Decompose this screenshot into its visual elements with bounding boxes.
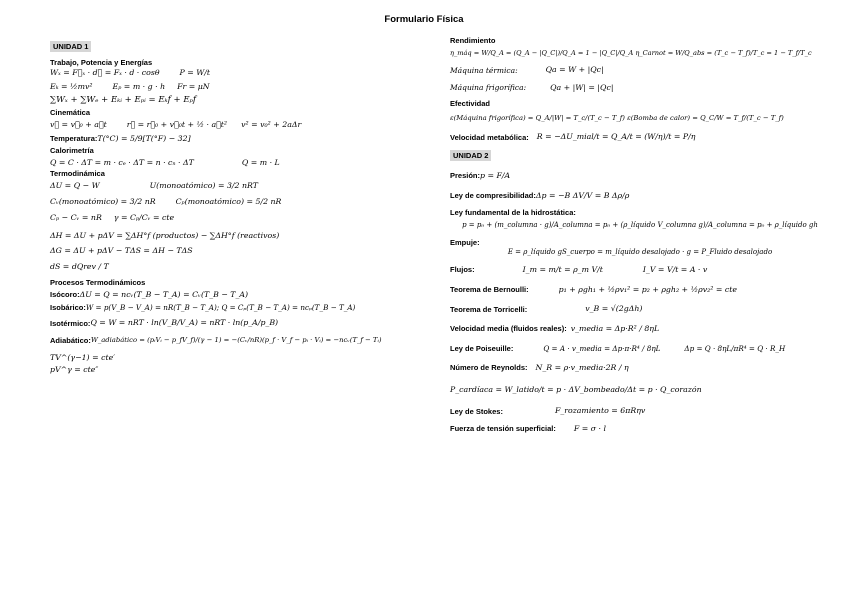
potencia-cardiaca-formula: P_cardíaca = W_latido/t = p · ΔV_bombeado/Δt = p · Q_corazón bbox=[450, 384, 702, 394]
formula-termo-2 bbox=[50, 197, 430, 207]
temperature-row bbox=[50, 134, 430, 144]
heading-cinematica: Cinemática bbox=[50, 108, 91, 118]
formula-pv: pV^γ = cte″ bbox=[50, 364, 99, 374]
unit-1-heading: UNIDAD 1 bbox=[50, 41, 91, 52]
formula-cv: Cᵥ(monoatómico) = 3/2 nR bbox=[50, 197, 156, 207]
page-title: Formulario Física bbox=[384, 14, 464, 25]
maquina-termica-formula: Qa = W + |Qc| bbox=[545, 65, 604, 75]
maquina-frigorifica-formula: Qa + |W| = |Qc| bbox=[550, 82, 614, 92]
formula-enthalpy: ΔH = ΔU + pΔV = ∑ΔH°f (productos) − ∑ΔH°f (reactivos) bbox=[50, 230, 280, 240]
empuje-label: Empuje: bbox=[450, 238, 480, 248]
formula-kinetic: Eₖ = ½mv² bbox=[50, 81, 93, 91]
flujos-formula-volume: I_V = V/t = A · v bbox=[642, 264, 708, 274]
heading-termodinamica: Termodinámica bbox=[50, 169, 105, 179]
heading-procesos: Procesos Termodinámicos bbox=[50, 277, 146, 287]
poiseuille-label: Ley de Poiseuille: bbox=[450, 343, 514, 353]
tension-superficial-row bbox=[450, 424, 830, 434]
bernoulli-row bbox=[450, 285, 830, 295]
flujos-formula-mass: I_m = m/t = ρ_m V/t bbox=[522, 264, 603, 274]
isobarico-row bbox=[50, 303, 430, 312]
presion-label: Presión: bbox=[450, 171, 481, 181]
unit-2-heading: UNIDAD 2 bbox=[450, 150, 491, 161]
formula-cinematica bbox=[50, 120, 430, 130]
bernoulli-label: Teorema de Bernoulli: bbox=[450, 284, 529, 294]
adiabatico-label: Adiabático: bbox=[50, 336, 91, 346]
velocidad-media-formula: v_media = Δp·R² / 8ηL bbox=[570, 324, 660, 334]
velocidad-metabolica-formula: R = −ΔU_mial/t = Q_A/t = (W/η)/t = P/η bbox=[536, 132, 696, 142]
formula-gibbs: ΔG = ΔU + pΔV − TΔS = ΔH − TΔS bbox=[50, 246, 193, 256]
presion-row bbox=[450, 171, 830, 181]
maquina-termica-label: Máquina térmica: bbox=[450, 65, 518, 75]
right-column bbox=[450, 36, 830, 434]
formula-entropy: dS = dQrev / T bbox=[50, 261, 109, 271]
reynolds-label: Número de Reynolds: bbox=[450, 363, 528, 373]
formula-potential: Eₚ = m · g · h bbox=[112, 81, 166, 91]
formula-cp: Cₚ(monoatómico) = 5/2 nR bbox=[175, 197, 282, 207]
flujos-row bbox=[450, 265, 830, 275]
formula-first-law: ΔU = Q − W bbox=[50, 181, 100, 191]
maquina-frigorifica-label: Máquina frigorífica: bbox=[450, 83, 527, 93]
formula-heat: Q = C · ΔT = m · cₑ · ΔT = n · cₙ · ΔT bbox=[50, 157, 194, 167]
isocoro-formula: ΔU = Q = ncᵥ(T_B − T_A) = Cᵥ(T_B − T_A) bbox=[79, 289, 249, 299]
formula-termo-3 bbox=[50, 213, 430, 223]
formula-mayer: Cₚ − Cᵥ = nR bbox=[50, 212, 102, 222]
bernoulli-formula: p₁ + ρgh₁ + ½ρv₁² = p₂ + ρgh₂ + ½ρv₂² = cte bbox=[558, 284, 737, 294]
formula-gamma: γ = Cₚ/Cᵥ = cte bbox=[113, 212, 175, 222]
formula-power: P = W/t bbox=[179, 68, 211, 77]
formula-tv: TV^(γ−1) = cte′ bbox=[50, 353, 115, 363]
hidrostatica-label: Ley fundamental de la hidrostática: bbox=[450, 208, 576, 218]
formula-friction: Fr = μN bbox=[177, 81, 210, 91]
reynolds-row bbox=[450, 363, 830, 373]
formula-energy-conservation: ∑Wₓ + ∑Wₑ + Eₖᵢ + Eₚᵢ = Eₖf + Eₚf bbox=[50, 95, 197, 106]
heading-trabajo: Trabajo, Potencia y Energías bbox=[50, 58, 153, 67]
adiabatico-formula: W_adiabático = (pᵢVᵢ − p_fV_f)/(γ − 1) = −(Cᵥ/nR)(p_f · V_f − pᵢ · Vᵢ) = −ncᵥ(T_f − Tᵢ) bbox=[90, 336, 382, 345]
maquina-termica-row bbox=[450, 65, 830, 75]
formula-work: Wₓ = F⃗ₓ · d⃗ = Fₓ · d · cosθ bbox=[50, 68, 160, 77]
torricelli-label: Teorema de Torricelli: bbox=[450, 304, 528, 314]
flujos-label: Flujos: bbox=[450, 265, 475, 275]
velocidad-metabolica-row bbox=[450, 132, 830, 142]
empuje-formula: E = ρ_líquido gS_cuerpo = m_líquido desalojado · g = P_Fluido desalojado bbox=[507, 248, 773, 257]
stokes-row bbox=[450, 406, 830, 416]
isotermico-label: Isotérmico: bbox=[50, 318, 91, 328]
formula-position: r⃗ = r⃗₀ + v⃗₀t + ½ · a⃗t² bbox=[126, 120, 228, 130]
reynolds-formula: N_R = ρ·v_media·2R / η bbox=[535, 362, 629, 372]
heading-efectividad: Efectividad bbox=[450, 98, 491, 108]
formula-rendimiento: η_máq = W/Q_A = (Q_A − |Q_C|)/Q_A = 1 − |Q_C|/Q_A η_Carnot = W/Q_abs = (T_c − T_f)/T_c = 1 − T_f/T_c bbox=[450, 49, 812, 57]
poiseuille-formula-pressure: Δp = Q · 8ηL/πR⁴ = Q · R_H bbox=[684, 343, 786, 353]
temperature-label: Temperatura: bbox=[50, 134, 98, 144]
velocidad-media-row bbox=[450, 324, 830, 334]
formula-efectividad: ε(Máquina frigorífica) = Q_A/|W| = T_c/(T_c − T_f) ε(Bomba de calor) = Q_C/W = T_f/(T_c − T_f) bbox=[450, 113, 784, 122]
tension-superficial-label: Fuerza de tensión superficial: bbox=[450, 424, 556, 434]
tension-superficial-formula: F = σ · l bbox=[573, 424, 607, 434]
compresibilidad-formula: Δp = −B ΔV/V = B Δρ/ρ bbox=[535, 190, 630, 200]
torricelli-row bbox=[450, 304, 830, 314]
velocidad-media-label: Velocidad media (fluidos reales): bbox=[450, 324, 567, 334]
poiseuille-formula-flow: Q = A · v_media = Δp·π·R⁴ / 8ηL bbox=[543, 343, 661, 353]
compresibilidad-row bbox=[450, 191, 830, 201]
formula-latent-heat: Q = m · L bbox=[241, 157, 280, 167]
isocoro-label: Isócoro: bbox=[50, 290, 80, 300]
adiabatico-row bbox=[50, 336, 430, 345]
poiseuille-row bbox=[450, 344, 830, 353]
isotermico-formula: Q = W = nRT · ln(V_B/V_A) = nRT · ln(p_A/p_B) bbox=[90, 318, 279, 328]
stokes-label: Ley de Stokes: bbox=[450, 406, 503, 416]
formula-calorimetria bbox=[50, 158, 430, 168]
isocoro-row bbox=[50, 290, 430, 300]
formula-velocity-squared: v² = v₀² + 2aΔr bbox=[241, 120, 302, 130]
heading-rendimiento: Rendimiento bbox=[450, 36, 496, 45]
formula-trabajo-1 bbox=[50, 68, 430, 78]
presion-formula: p = F/A bbox=[480, 170, 511, 180]
maquina-frigorifica-row bbox=[450, 83, 830, 93]
temperature-formula: T(°C) = 5/9[T(°F) − 32] bbox=[97, 133, 191, 143]
stokes-formula: F_rozamiento = 6πRηv bbox=[554, 406, 646, 416]
isotermico-row bbox=[50, 318, 430, 328]
formula-internal-energy: U(monoatómico) = 3/2 nRT bbox=[149, 181, 258, 191]
compresibilidad-label: Ley de compresibilidad: bbox=[450, 191, 536, 201]
formula-termo-1 bbox=[50, 181, 430, 191]
heading-calorimetria: Calorimetría bbox=[50, 145, 94, 155]
hidrostatica-formula: p = p₀ + (m_columna · g)/A_columna = p₀ + (ρ_líquido V_columna g)/A_columna = p₀ + ρ_líquido gh bbox=[462, 221, 818, 230]
torricelli-formula: v_B = √(2gΔh) bbox=[585, 304, 643, 314]
velocidad-metabolica-label: Velocidad metabólica: bbox=[450, 132, 529, 142]
isobarico-formula: W = p(V_B − V_A) = nR(T_B − T_A); Q = Cₚ(T_B − T_A) = ncₚ(T_B − T_A) bbox=[85, 303, 356, 313]
formula-trabajo-2 bbox=[50, 82, 430, 92]
left-column bbox=[50, 36, 430, 375]
isobarico-label: Isobárico: bbox=[50, 303, 86, 313]
formula-velocity: v⃗ = v⃗₀ + a⃗t bbox=[50, 120, 107, 130]
